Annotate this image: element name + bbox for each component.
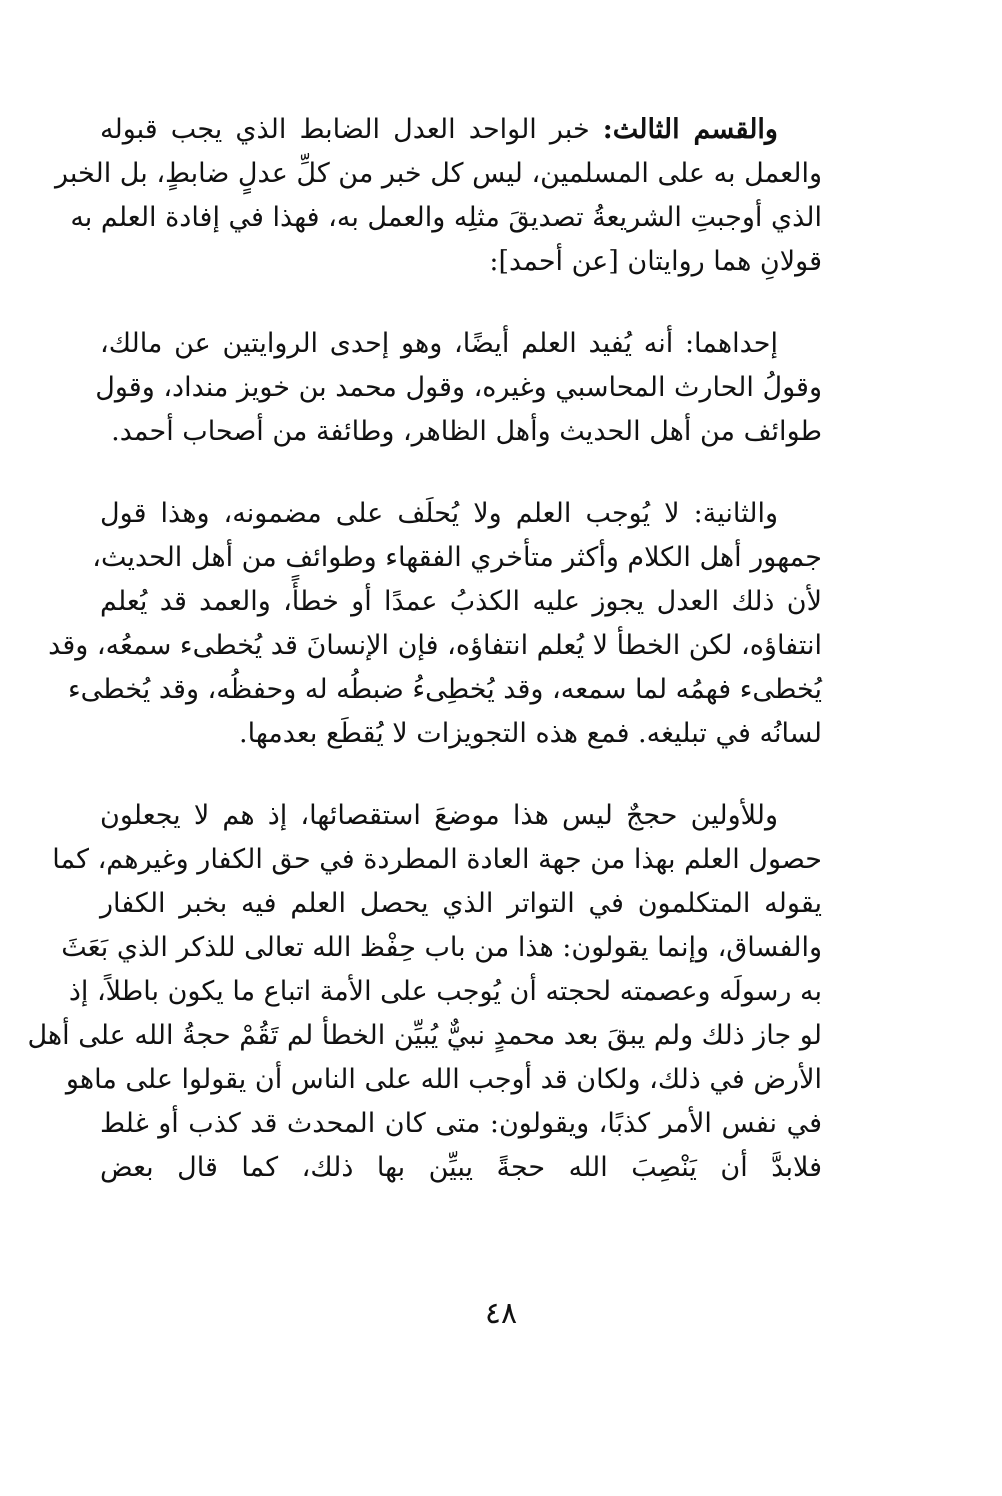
paragraph-second-narration [48,492,822,756]
text-line: لأن ذلك العدل يجوز عليه الكذبُ عمدًا أو خطأً، والعمد قد يُعلم [100,586,822,617]
text-line [100,108,822,152]
text-line: به رسولَه وعصمته لحجته أن يُوجب على الأمة اتباع ما يكون باطلاً، إذ [68,976,822,1007]
text-line: والثانية: لا يُوجب العلم ولا يُحلَف على مضمونه، وهذا قول [100,498,778,529]
section-heading: والقسم الثالث: [602,114,778,145]
text-line: طوائف من أهل الحديث وأهل الظاهر، وطائفة من أصحاب أحمد. [111,416,822,447]
text-line: والفساق، وإنما يقولون: هذا من باب حِفْظ الله تعالى للذكر الذي بَعَثَ [61,932,822,963]
text-line: الذي أوجبتِ الشريعةُ تصديقَ مثلِه والعمل به، فهذا في إفادة العلم به [70,202,822,233]
text-line: حصول العلم بهذا من جهة العادة المطردة في حق الكفار وغيرهم، كما [52,844,822,875]
text-line: يُخطىء فهمُه لما سمعه، وقد يُخطِىءُ ضبطُه له وحفظُه، وقد يُخطىء [67,674,822,705]
text-line: الأرض في ذلك، ولكان قد أوجب الله على الناس أن يقولوا على ماهو [65,1064,822,1095]
text-line: إحداهما: أنه يُفيد العلم أيضًا، وهو إحدى الروايتين عن مالك، [100,328,778,359]
paragraph-third-section [55,108,822,284]
text-line-content: خبر الواحد العدل الضابط الذي يجب قبوله [100,114,590,145]
paragraph-first-narration [95,322,822,454]
text-line: فلابدَّ أن يَنْصِبَ الله حجةً يبيِّن بها ذلك، كما قال بعض [100,1152,822,1183]
page-body [27,108,822,1228]
text-line: في نفس الأمر كذبًا، ويقولون: متى كان المحدث قد كذب أو غلط [100,1108,822,1139]
text-line: جمهور أهل الكلام وأكثر متأخري الفقهاء وطوائف من أهل الحديث، [92,542,822,573]
text-line: والعمل به على المسلمين، ليس كل خبر من كلِّ عدلٍ ضابطٍ، بل الخبر [55,158,822,189]
text-line: لو جاز ذلك ولم يبقَ بعد محمدٍ نبيٌّ يُبيِّن الخطأ لم تَقُمْ حجةُ الله على أهل [27,1020,822,1051]
text-line: وللأولين حججٌ ليس هذا موضعَ استقصائها، إذ هم لا يجعلون [100,800,778,831]
text-line: قولانِ هما روايتان [عن أحمد]: [489,246,822,277]
text-line: انتفاؤه، لكن الخطأ لا يُعلم انتفاؤه، فإن الإنسانَ قد يُخطىء سمعُه، وقد [48,630,822,661]
paragraph-first-group-arguments [27,794,822,1190]
text-line: يقوله المتكلمون في التواتر الذي يحصل العلم فيه بخبر الكفار [100,888,822,919]
text-line: لسانُه في تبليغه. فمع هذه التجويزات لا يُقطَع بعدمها. [239,718,822,749]
text-line: وقولُ الحارث المحاسبي وغيره، وقول محمد بن خويز منداد، وقول [95,372,822,403]
page-number: ٤٨ [484,1296,518,1331]
